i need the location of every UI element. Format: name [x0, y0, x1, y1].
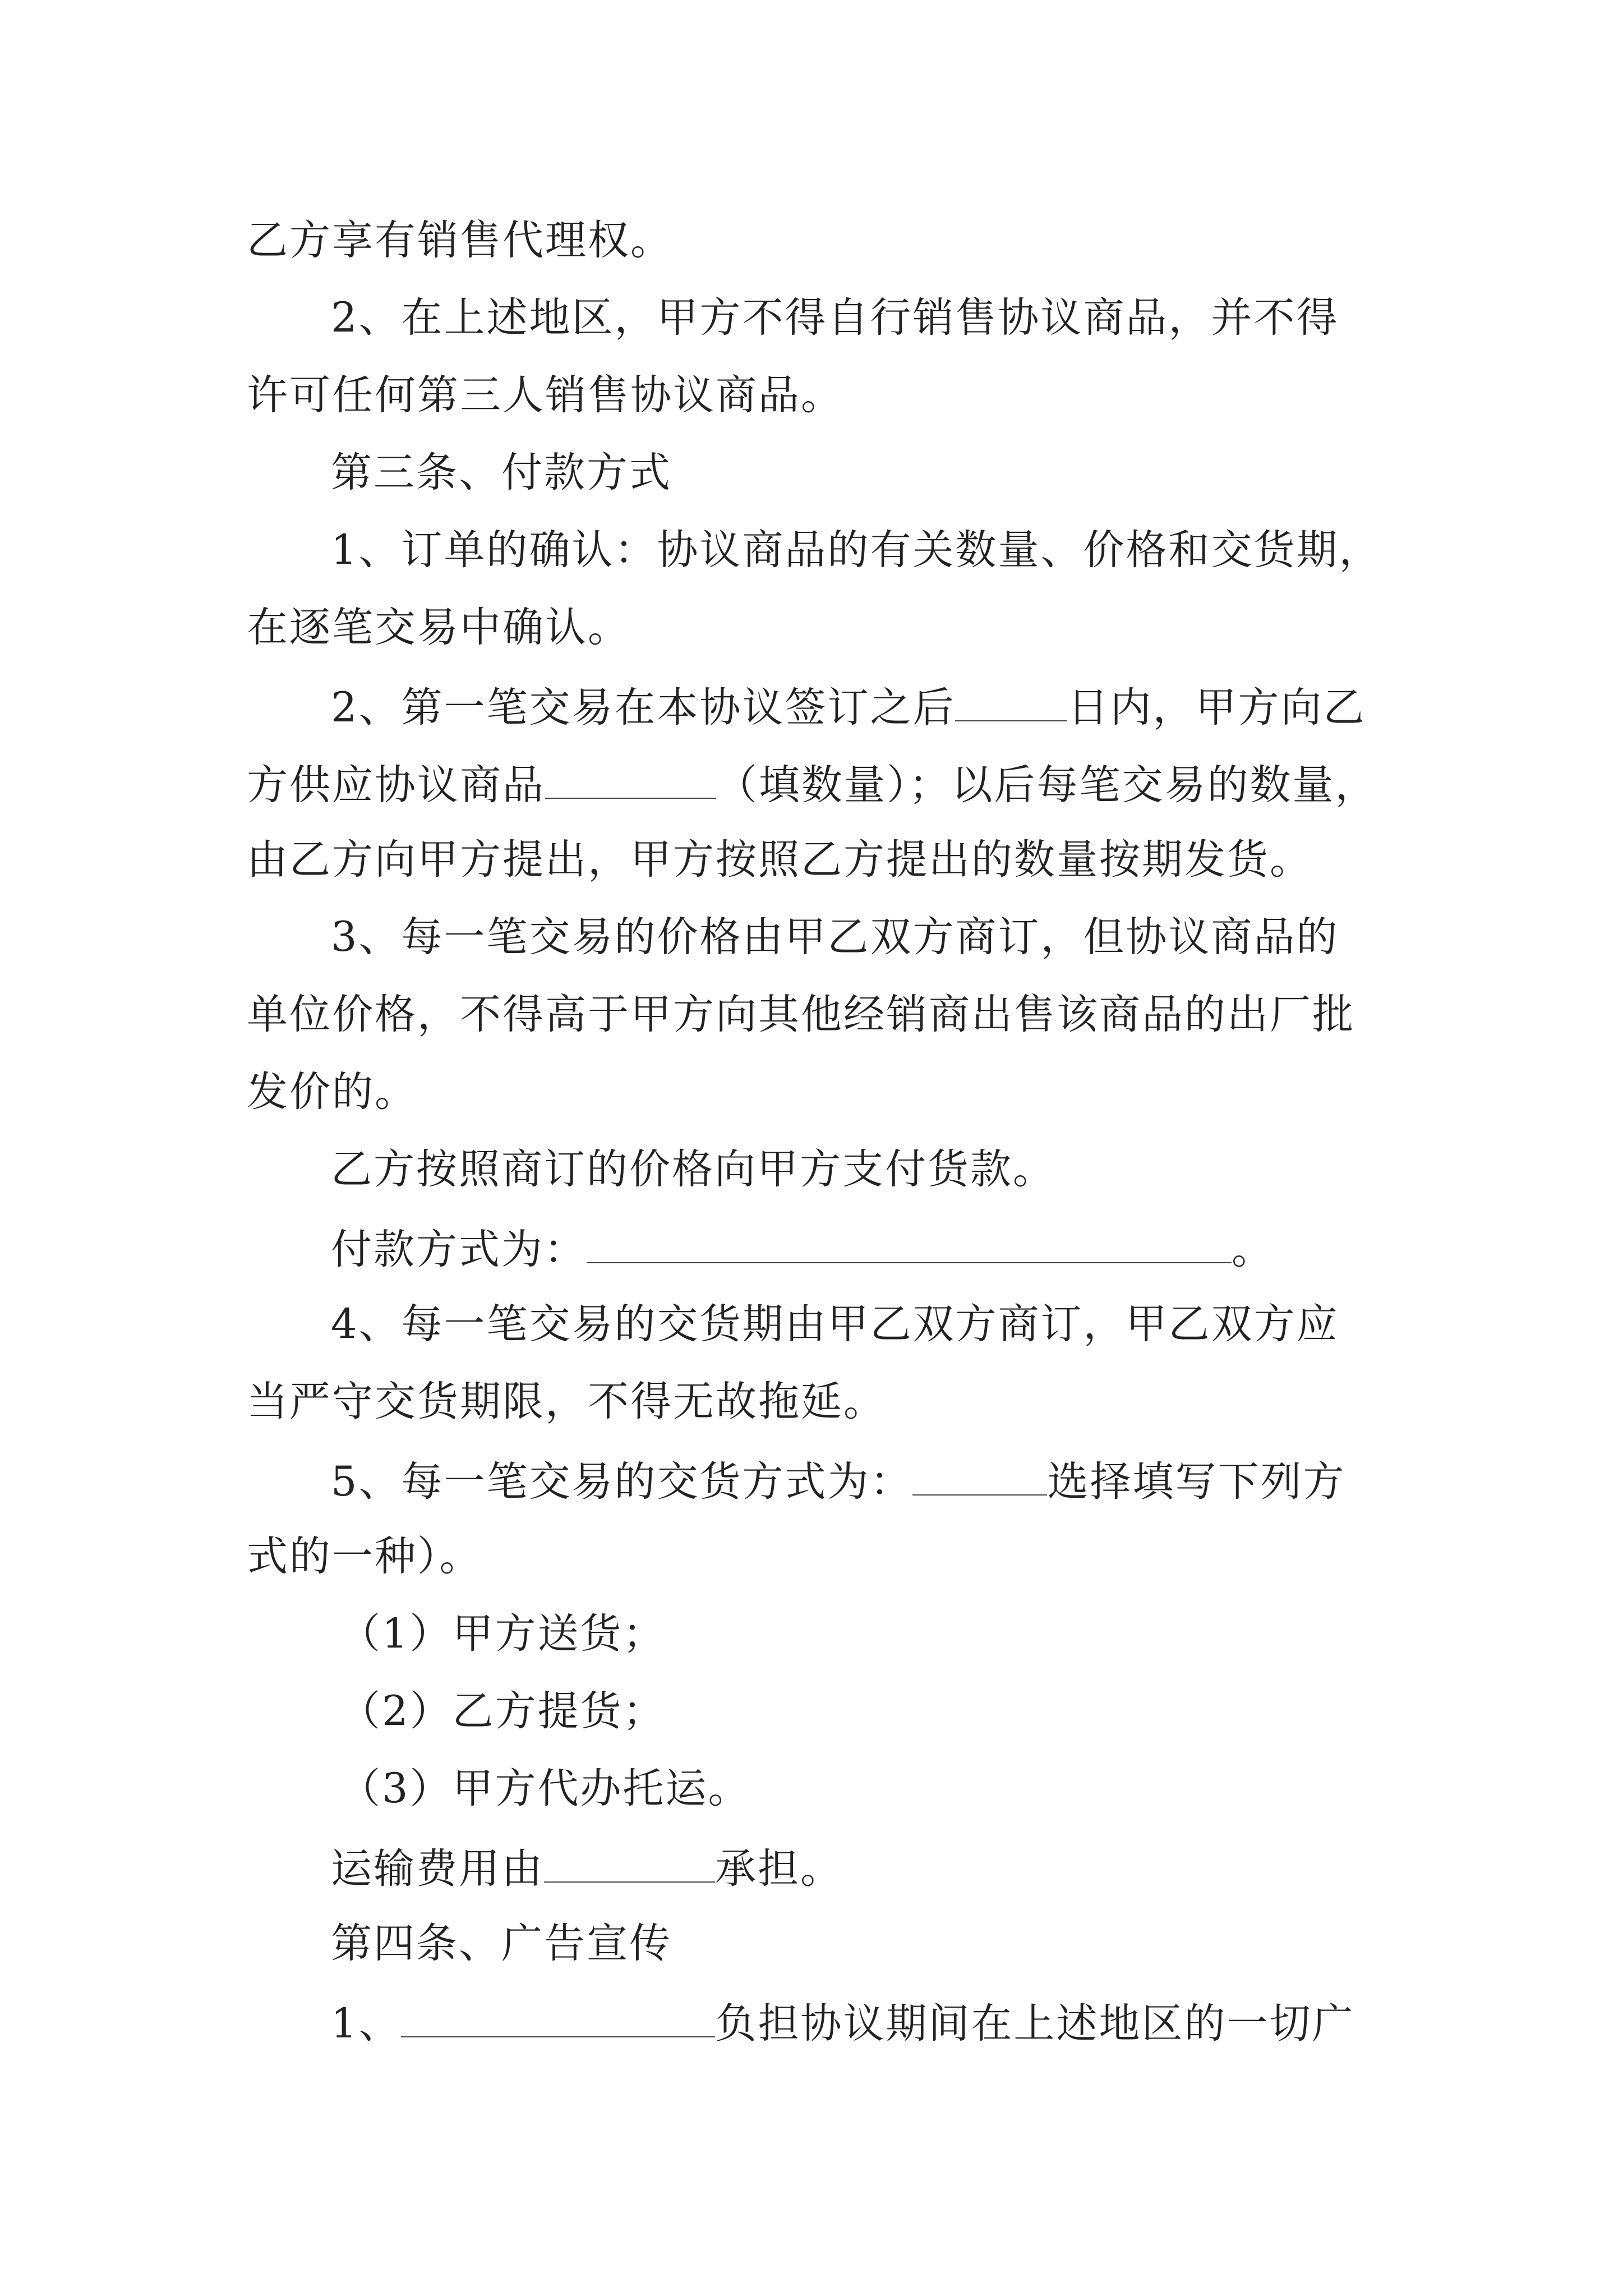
text-segment: 发价的。	[247, 1068, 417, 1116]
text-line	[331, 1845, 843, 1893]
text-segment: 3、每一笔交易的价格由甲乙双方商订，但协议商品的	[331, 913, 1339, 961]
text-line	[331, 1300, 1339, 1348]
text-line	[331, 913, 1339, 961]
text-line	[331, 526, 1382, 574]
text-line	[247, 1068, 417, 1116]
text-line	[247, 991, 1355, 1038]
text-segment: 选择填写下列方	[1047, 1458, 1346, 1506]
text-line	[331, 1458, 1346, 1506]
text-segment: 2、第一笔交易在本协议签订之后	[331, 684, 956, 731]
fill-in-blank[interactable]	[544, 1846, 715, 1883]
text-segment: 在逐笔交易中确认。	[247, 604, 630, 651]
text-segment: 1、订单的确认：协议商品的有关数量、价格和交货期，	[331, 526, 1382, 574]
text-segment: 日内，甲方向乙	[1067, 684, 1366, 731]
list-item	[339, 1610, 666, 1658]
text-segment: 。	[1232, 1226, 1274, 1273]
text-segment: （1）甲方送货；	[339, 1610, 666, 1658]
fill-in-blank[interactable]	[955, 684, 1067, 721]
text-line	[331, 1145, 1055, 1193]
text-segment: 方供应协议商品	[247, 761, 545, 809]
text-segment: 乙方享有销售代理权。	[247, 217, 673, 264]
text-segment: 许可任何第三人销售协议商品。	[247, 371, 843, 419]
text-segment: （3）甲方代办托运。	[339, 1765, 751, 1812]
list-item	[339, 1687, 666, 1735]
text-segment: 乙方按照商订的价格向甲方支付货款。	[331, 1145, 1055, 1193]
section-heading	[331, 1920, 672, 1967]
text-line	[247, 761, 1378, 809]
fill-in-blank[interactable]	[587, 1226, 1232, 1263]
text-line	[331, 2000, 1355, 2047]
text-line	[247, 371, 843, 419]
text-line	[247, 217, 673, 264]
text-line	[247, 604, 630, 651]
text-segment: 第四条、广告宣传	[331, 1920, 672, 1967]
fill-in-blank[interactable]	[545, 762, 716, 799]
text-segment: 2、在上述地区，甲方不得自行销售协议商品，并不得	[331, 294, 1339, 342]
text-segment: 1、	[331, 2000, 402, 2047]
text-segment: （填数量）；以后每笔交易的数量，	[716, 761, 1378, 809]
text-line	[247, 1533, 482, 1580]
text-segment: 运输费用由	[331, 1845, 544, 1893]
text-segment: 承担。	[715, 1845, 843, 1893]
list-item	[339, 1765, 751, 1812]
text-segment: 由乙方向甲方提出，甲方按照乙方提出的数量按期发货。	[247, 836, 1312, 884]
text-segment: 付款方式为：	[331, 1226, 587, 1273]
text-segment: 单位价格，不得高于甲方向其他经销商出售该商品的出厂批	[247, 991, 1355, 1038]
text-segment: （2）乙方提货；	[339, 1687, 666, 1735]
text-segment: 4、每一笔交易的交货期由甲乙双方商订，甲乙双方应	[331, 1300, 1339, 1348]
text-segment: 负担协议期间在上述地区的一切广	[715, 2000, 1355, 2047]
fill-in-blank[interactable]	[401, 2000, 715, 2037]
text-segment: 当严守交货期限，不得无故拖延。	[247, 1378, 886, 1425]
text-line	[247, 836, 1312, 884]
text-segment: 式的一种）。	[247, 1533, 482, 1580]
text-segment: 第三条、付款方式	[331, 449, 672, 496]
text-line	[247, 1378, 886, 1425]
section-heading	[331, 449, 672, 496]
text-line	[331, 294, 1339, 342]
text-line	[331, 1226, 1274, 1273]
text-segment: 5、每一笔交易的交货方式为：	[331, 1458, 913, 1506]
text-line	[331, 684, 1366, 731]
fill-in-blank[interactable]	[912, 1458, 1047, 1496]
